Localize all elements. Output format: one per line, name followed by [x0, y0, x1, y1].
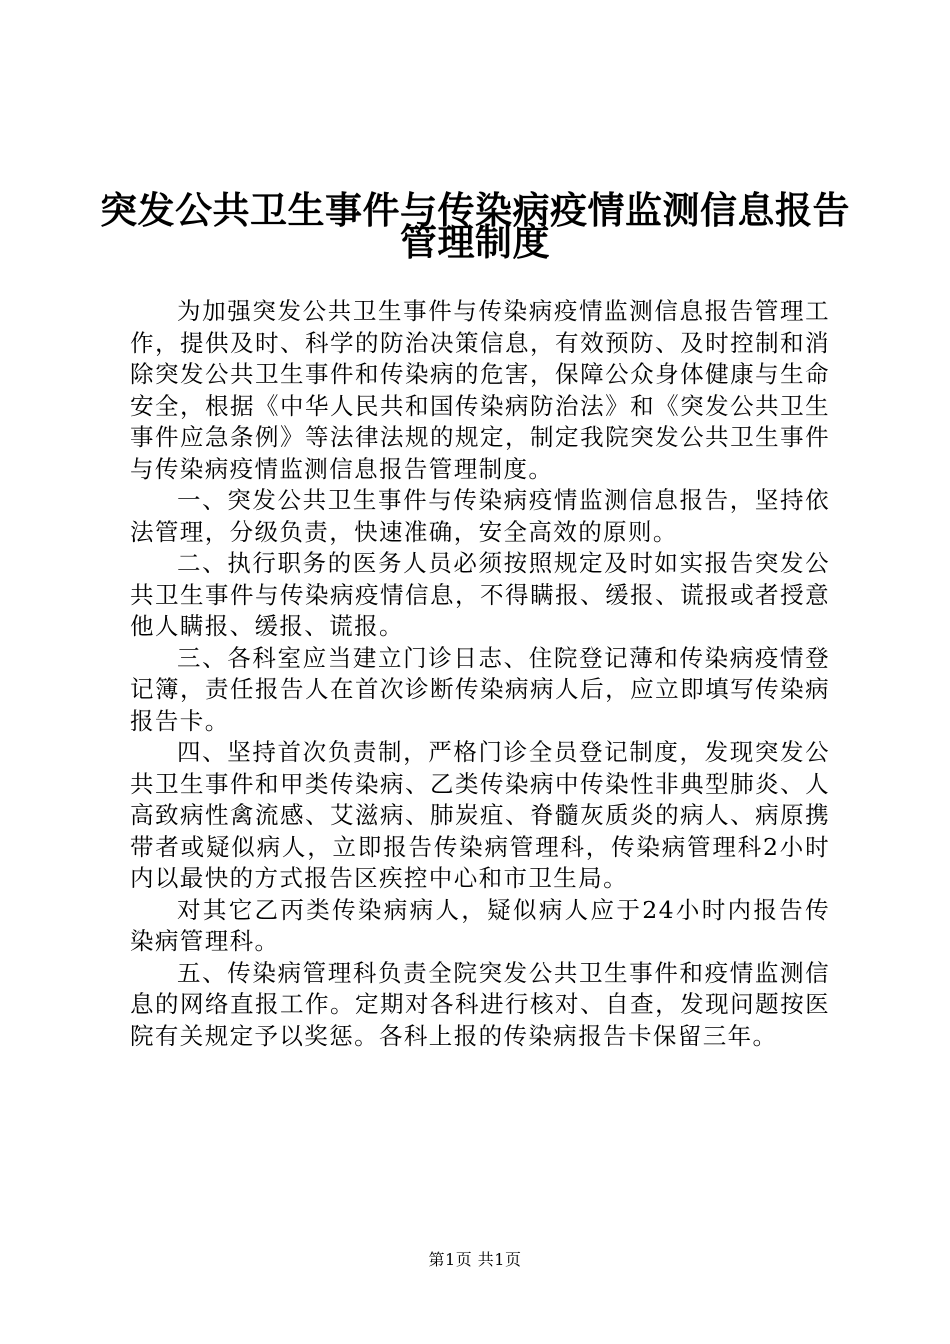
clause-4-supplement-paragraph: 对其它乙丙类传染病病人，疑似病人应于24小时内报告传染病管理科。 [130, 895, 830, 955]
document-title-line-1: 突发公共卫生事件与传染病疫情监测信息报告 [100, 189, 850, 232]
clause-4-paragraph: 四、坚持首次负责制，严格门诊全员登记制度，发现突发公共卫生事件和甲类传染病、乙类传染病中传染性非典型肺炎、人高致病性禽流感、艾滋病、肺炭疽、脊髓灰质炎的病人、病原携带者或疑似病人，立即报告传染病管理科，传染病管理科2小时内以最快的方式报告区疾控中心和市卫生局。 [130, 738, 830, 892]
document-title-line-2: 管理制度 [400, 221, 550, 264]
intro-paragraph: 为加强突发公共卫生事件与传染病疫情监测信息报告管理工作，提供及时、科学的防治决策信息，有效预防、及时控制和消除突发公共卫生事件和传染病的危害，保障公众身体健康与生命安全，根据《中华人民共和国传染病防治法》和《突发公共卫生事件应急条例》等法律法规的规定，制定我院突发公共卫生事件与传染病疫情监测信息报告管理制度。 [130, 297, 830, 483]
clause-3-paragraph: 三、各科室应当建立门诊日志、住院登记薄和传染病疫情登记簿，责任报告人在首次诊断传染病病人后，应立即填写传染病报告卡。 [130, 643, 830, 735]
page-footer: 第1页 共1页 [428, 1250, 522, 1269]
document-body [130, 296, 830, 1052]
clause-5-paragraph: 五、传染病管理科负责全院突发公共卫生事件和疫情监测信息的网络直报工作。定期对各科进行核对、自查，发现问题按医院有关规定予以奖惩。各科上报的传染病报告卡保留三年。 [130, 958, 830, 1050]
clause-1-paragraph: 一、突发公共卫生事件与传染病疫情监测信息报告，坚持依法管理，分级负责，快速准确，安全高效的原则。 [130, 486, 830, 546]
clause-2-paragraph: 二、执行职务的医务人员必须按照规定及时如实报告突发公共卫生事件与传染病疫情信息，不得瞒报、缓报、谎报或者授意他人瞒报、缓报、谎报。 [130, 549, 830, 640]
